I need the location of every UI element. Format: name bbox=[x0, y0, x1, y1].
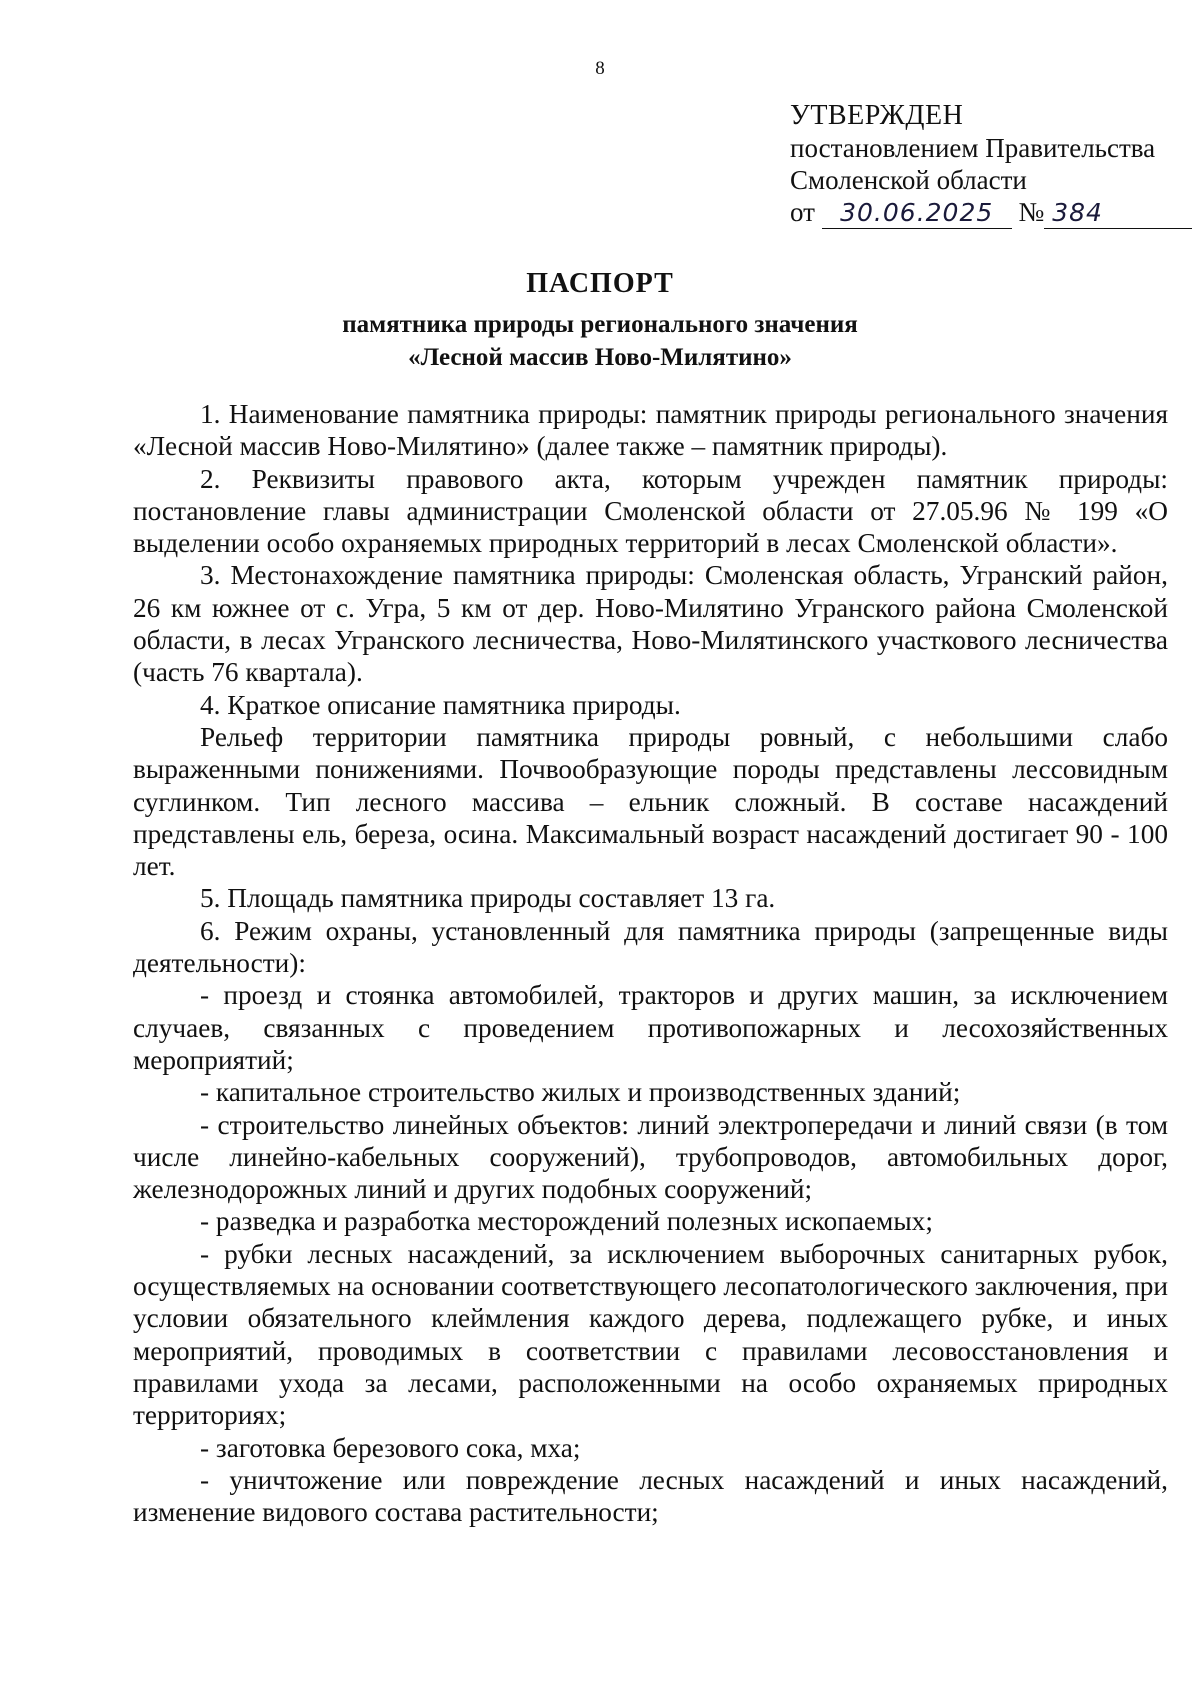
paragraph: - заготовка березового сока, мха; bbox=[200, 1432, 581, 1463]
approval-date-line bbox=[790, 196, 1180, 229]
paragraph: - разведка и разработка месторождений полезных ископаемых; bbox=[200, 1206, 933, 1237]
paragraph: 3. Местонахождение памятника природы: Смоленская область, Угранский район, 26 км южнее от с. Угра, 5 км от дер. Ново-Милятино Угранского района Смоленской области, в лесах Угранского лесничества, Ново-Милятинского участкового лесничества (часть 76 квартала). bbox=[133, 560, 1168, 688]
page-number: 8 bbox=[595, 58, 605, 79]
from-label: от bbox=[790, 197, 815, 227]
approval-heading: УТВЕРЖДЕН bbox=[790, 100, 964, 131]
approval-authority: постановлением Правительства bbox=[790, 133, 1156, 163]
paragraph: - строительство линейных объектов: линий электропередачи и линий связи (в том числе линейно-кабельных сооружений), трубопроводов, автомобильных дорог, железнодорожных линий и других подобных сооружений; bbox=[133, 1109, 1168, 1205]
title-subtitle-1: памятника природы регионального значения bbox=[342, 311, 858, 338]
paragraph: 6. Режим охраны, установленный для памятника природы (запрещенные виды деятельности): bbox=[133, 915, 1168, 979]
paragraph: 4. Краткое описание памятника природы. bbox=[200, 689, 681, 720]
paragraph: - капитальное строительство жилых и производственных зданий; bbox=[200, 1077, 961, 1108]
paragraph: Рельеф территории памятника природы ровный, с небольшими слабо выраженными понижениями. Почвообразующие породы представлены лессовидным суглинком. Тип лесного массива – ельник сложный. В составе насаждений представлены ель, береза, осина. Максимальный возраст насаждений достигает 90 - 100 лет. bbox=[133, 721, 1168, 882]
number-label: № bbox=[1018, 197, 1045, 227]
paragraph: 5. Площадь памятника природы составляет 13 га. bbox=[200, 883, 776, 914]
paragraph: - уничтожение или повреждение лесных насаждений и иных насаждений, изменение видового состава растительности; bbox=[133, 1464, 1168, 1528]
paragraph: 1. Наименование памятника природы: памятник природы регионального значения «Лесной массив Ново-Милятино» (далее также – памятник природы). bbox=[133, 399, 1168, 462]
document-body bbox=[133, 398, 1168, 1528]
handwritten-date: 30.06.2025 bbox=[822, 198, 1012, 229]
document-title bbox=[0, 266, 1200, 374]
paragraph: - рубки лесных насаждений, за исключением выборочных санитарных рубок, осуществляемых на основании соответствующего лесопатологического заключения, при условии обязательного клеймления каждого дерева, подлежащего рубке, и иных мероприятий, проводимых в соответствии с правилами лесовосстановления и правилами ухода за лесами, расположенными на особо охраняемых природных территориях; bbox=[133, 1238, 1168, 1431]
paragraph: - проезд и стоянка автомобилей, тракторов и других машин, за исключением случаев, связанных с проведением противопожарных и лесохозяйственных мероприятий; bbox=[133, 980, 1168, 1075]
paragraph: 2. Реквизиты правового акта, которым учрежден памятник природы: постановление главы администрации Смоленской области от 27.05.96 № 199 «О выделении особо охраняемых природных территорий в лесах Смоленской области». bbox=[133, 463, 1168, 559]
handwritten-number: 384 bbox=[1044, 198, 1192, 229]
title-main: ПАСПОРТ bbox=[526, 268, 674, 299]
approval-region: Смоленской области bbox=[790, 165, 1027, 195]
title-subtitle-2: «Лесной массив Ново-Милятино» bbox=[408, 344, 792, 371]
approval-stamp bbox=[790, 100, 1180, 229]
